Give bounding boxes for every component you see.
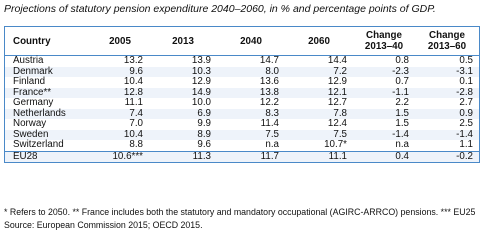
cell-2060: 12.1 [327, 86, 347, 98]
cell-change-2013-40: n.a [395, 139, 409, 150]
cell-2013: 9.9 [197, 118, 211, 129]
cell-2005: 10.4 [123, 128, 143, 140]
cell-change-2013-60: -2.8 [456, 86, 473, 98]
cell-2005: 7.4 [129, 107, 143, 119]
cell-change-2013-60: 0.5 [459, 55, 473, 66]
cell-2060: 10.7* [324, 139, 347, 150]
header-2040: 2040 [240, 35, 262, 47]
pension-table [4, 26, 480, 163]
footnote: * Refers to 2050. ** France includes both the statutory and mandatory occupational (AGIRC-ARRCO) pensions. *** EU25 [4, 207, 476, 217]
cell-2005: 10.6*** [91, 151, 149, 162]
table-row [5, 119, 479, 130]
cell-2013: 13.9 [191, 55, 211, 66]
table-row [5, 56, 479, 67]
cell-change-2013-60: 0.9 [459, 107, 473, 119]
cell-2040: 7.5 [265, 128, 279, 140]
cell-country: Sweden [13, 128, 49, 140]
cell-change-2013-60: 0.1 [459, 76, 473, 87]
cell-2040: 11.7 [217, 151, 285, 162]
cell-country: Netherlands [13, 107, 66, 119]
cell-2005: 9.6 [129, 65, 143, 77]
cell-2060: 7.8 [333, 107, 347, 119]
cell-country: Germany [13, 97, 54, 108]
cell-2040: 8.3 [265, 107, 279, 119]
cell-change-2013-40: 1.5 [395, 107, 409, 119]
cell-2013: 10.0 [191, 97, 211, 108]
cell-change-2013-40: 0.4 [353, 151, 415, 162]
cell-change-2013-60: 1.1 [459, 139, 473, 150]
cell-change-2013-40: 0.8 [395, 55, 409, 66]
table-row [5, 151, 479, 162]
cell-2040: 13.8 [259, 86, 279, 98]
table-row [5, 98, 479, 109]
cell-change-2013-60: -1.4 [456, 128, 473, 140]
cell-change-2013-40: 2.2 [395, 97, 409, 108]
cell-change-2013-40: 1.5 [395, 118, 409, 129]
cell-2040: 14.7 [259, 55, 279, 66]
header-2013: 2013 [172, 35, 194, 47]
cell-2013: 10.3 [191, 65, 211, 77]
cell-change-2013-40: 0.7 [395, 76, 409, 87]
header-change-2013-60: Change 2013–60 [427, 30, 467, 52]
cell-2040: 8.0 [265, 65, 279, 77]
cell-2013: 6.9 [197, 107, 211, 119]
cell-2060: 11.1 [285, 151, 353, 162]
header-country: Country [13, 35, 51, 47]
cell-country: Switzerland [13, 139, 64, 150]
cell-2013: 9.6 [197, 139, 211, 150]
cell-2005: 7.0 [129, 118, 143, 129]
cell-2013: 8.9 [197, 128, 211, 140]
cell-country: France** [13, 86, 52, 98]
table-title: Projections of statutory pension expenditure 2040–2060, in % and percentage points of GDP. [4, 3, 436, 15]
cell-2013: 14.9 [191, 86, 211, 98]
header-2060: 2060 [308, 35, 330, 47]
header-change-2013-40: Change 2013–40 [364, 30, 404, 52]
table-row [5, 77, 479, 88]
cell-2060: 7.5 [333, 128, 347, 140]
cell-country: Denmark [13, 65, 53, 77]
header-2005: 2005 [109, 35, 131, 47]
cell-change-2013-40: -1.1 [392, 86, 409, 98]
cell-2005: 12.8 [123, 86, 143, 98]
cell-change-2013-60: 2.5 [459, 118, 473, 129]
cell-2005: 10.4 [123, 76, 143, 87]
cell-2040: n.a [265, 139, 279, 150]
header-row [5, 27, 479, 56]
table-body [5, 56, 479, 163]
cell-2060: 12.7 [327, 97, 347, 108]
cell-change-2013-40: -1.4 [392, 128, 409, 140]
cell-2040: 11.4 [260, 118, 279, 129]
cell-country: Finland [13, 76, 46, 87]
cell-2013: 11.3 [149, 151, 217, 162]
cell-change-2013-40: -2.3 [392, 65, 409, 77]
cell-change-2013-60: 2.7 [459, 97, 473, 108]
cell-2040: 12.2 [259, 97, 279, 108]
cell-2005: 8.8 [129, 139, 143, 150]
cell-country: Norway [13, 118, 47, 129]
cell-2060: 12.4 [327, 118, 347, 129]
cell-change-2013-60: -3.1 [456, 65, 473, 77]
cell-country: Austria [13, 55, 44, 66]
cell-2013: 12.9 [191, 76, 211, 87]
cell-2040: 13.6 [259, 76, 279, 87]
cell-2005: 13.2 [123, 55, 143, 66]
cell-change-2013-60: -0.2 [415, 151, 479, 162]
cell-2060: 14.4 [327, 55, 347, 66]
table-row [5, 140, 479, 151]
cell-country: EU28 [5, 151, 91, 162]
source-note: Source: European Commission 2015; OECD 2015. [4, 220, 203, 230]
cell-2005: 11.1 [124, 97, 143, 108]
cell-2060: 12.9 [327, 76, 347, 87]
cell-2060: 7.2 [333, 65, 347, 77]
